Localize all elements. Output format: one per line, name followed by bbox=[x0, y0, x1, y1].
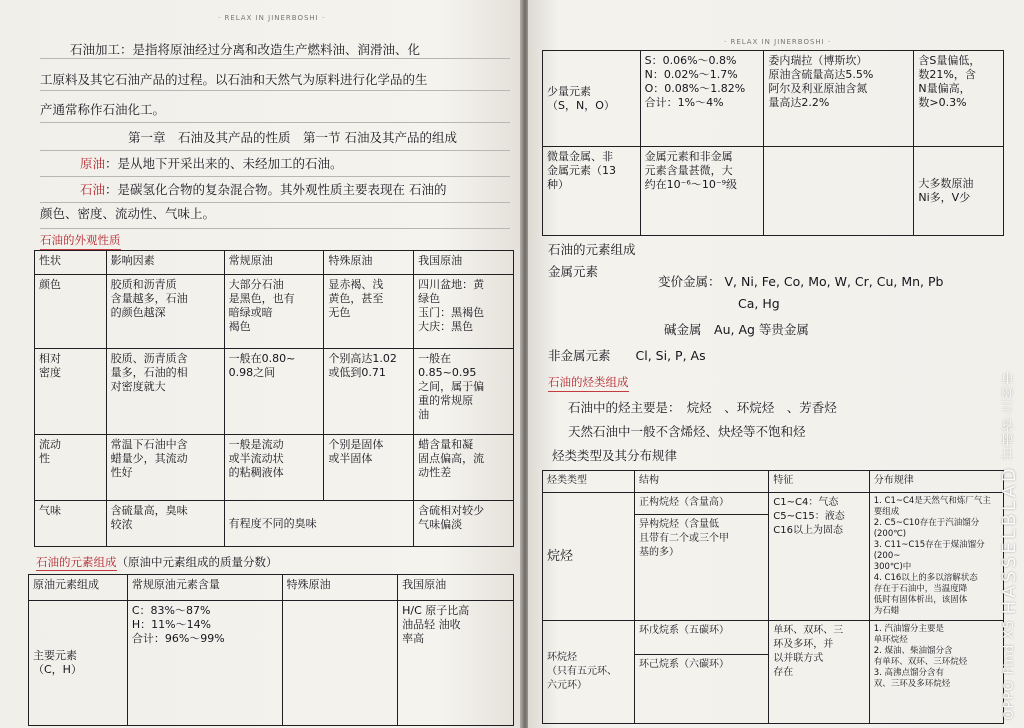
table-cell: 异构烷烃（含量低 且带有二个或三个甲 基的多） bbox=[634, 515, 768, 621]
table-cell: 少量元素 （S，N，O） bbox=[543, 51, 641, 147]
table-header-cell: 性状 bbox=[35, 251, 107, 275]
hydrocarbon-table bbox=[542, 470, 1004, 724]
table-cell: 颜色 bbox=[35, 275, 107, 349]
table-header-cell: 特征 bbox=[769, 471, 869, 493]
table-header-cell: 常规原油元素含量 bbox=[127, 575, 282, 601]
table-cell: 大部分石油 是黑色，也有 暗绿或暗 褐色 bbox=[224, 275, 324, 349]
table-header-row bbox=[543, 471, 1004, 493]
table-cell: 相对 密度 bbox=[35, 349, 107, 435]
ruled-line bbox=[40, 202, 510, 203]
page-header: · RELAX IN JINERBOSHI · bbox=[724, 38, 832, 46]
table-cell: 环戊烷系（五碳环） bbox=[634, 621, 768, 655]
table-cell: 四川盆地：黄 绿色 玉门：黑褐色 大庆：黑色 bbox=[414, 275, 514, 349]
table-cell: 有程度不同的臭味 bbox=[224, 501, 414, 547]
table-header-row bbox=[35, 251, 514, 275]
ruled-line bbox=[40, 228, 510, 229]
table-header-cell: 原油元素组成 bbox=[29, 575, 128, 601]
physical-properties-table bbox=[34, 250, 514, 547]
table-row bbox=[543, 621, 1004, 655]
table-cell: 含硫量高，臭味 较浓 bbox=[106, 501, 224, 547]
page-header: · RELAX IN JINERBOSHI · bbox=[218, 14, 326, 22]
table-cell: 胶质、沥青质含 量多，石油的相 对密度就大 bbox=[106, 349, 224, 435]
intro-line-2: 工原料及其它石油产品的过程。以石油和天然气为原料进行化学品的生 bbox=[40, 72, 428, 87]
elements-title: 石油的元素组成 bbox=[548, 242, 636, 257]
ruled-line bbox=[40, 90, 510, 91]
table-cell: C：83%～87% H：11%～14% 合计：96%～99% bbox=[127, 601, 282, 726]
section-heading-hydrocarbon: 石油的烃类组成 bbox=[548, 374, 629, 392]
table-cell: 显赤褐、浅 黄色，甚至 无色 bbox=[324, 275, 414, 349]
hydrocarbon-table-title: 烃类类型及其分布规律 bbox=[552, 448, 678, 463]
table-cell: 胶质和沥青质 含量越多，石油 的颜色越深 bbox=[106, 275, 224, 349]
table-cell bbox=[282, 601, 398, 726]
table-row bbox=[35, 349, 514, 435]
table-cell: 环己烷系（六碳环） bbox=[634, 655, 768, 724]
table-cell: 大多数原油 Ni多，V少 bbox=[914, 147, 1004, 236]
table-header-cell: 我国原油 bbox=[398, 575, 514, 601]
table-header-cell: 特殊原油 bbox=[282, 575, 398, 601]
section-heading-physical: 石油的外观性质 bbox=[40, 232, 121, 250]
table-cell: 个别是固体 或半固体 bbox=[324, 435, 414, 501]
table-row bbox=[543, 493, 1004, 515]
noble-metals-line: 碱金属 Au, Ag 等贵金属 bbox=[664, 322, 809, 337]
right-notebook-page bbox=[528, 0, 1024, 728]
camera-watermark bbox=[999, 371, 1020, 720]
table-cell: 1. C1~C4是天然气和炼厂气主要组成 2. C5~C10存在于汽油馏分(200℃) 3. C11~C15存在于煤油馏分(200~ 300℃)中 4. C16以上的多以溶解状态 存在于石油中，当温度降 低时有固体析出，该固体 为石蜡 bbox=[869, 493, 1003, 621]
petroleum-term: 石油 bbox=[80, 182, 106, 197]
camera-model: OPPO Find X5 bbox=[1002, 619, 1017, 720]
table-header-cell: 特殊原油 bbox=[324, 251, 414, 275]
table-cell: 一般是流动 或半流动状 的粘稠液体 bbox=[224, 435, 324, 501]
ruled-line bbox=[40, 150, 510, 151]
table-cell: 金属元素和非金属 元素含量甚微，大 约在10⁻⁶～10⁻⁹级 bbox=[640, 147, 764, 236]
table-cell: 一般在0.85~0.95 之间，属于偏 重的常规原 油 bbox=[414, 349, 514, 435]
table-header-cell: 结构 bbox=[634, 471, 768, 493]
table-cell: 气味 bbox=[35, 501, 107, 547]
elements-table bbox=[28, 574, 514, 726]
crude-oil-term: 原油 bbox=[80, 156, 106, 171]
petroleum-definition: 石油：是碳氢化合物的复杂混合物。其外观性质主要表现在 石油的 bbox=[80, 182, 447, 197]
metal-elements-label: 金属元素 bbox=[548, 264, 599, 279]
table-cell: 主要元素 （C，H） bbox=[29, 601, 128, 726]
table-header-cell: 影响因素 bbox=[106, 251, 224, 275]
elements-note: （原油中元素组成的质量分数） bbox=[116, 555, 278, 569]
table-cell: S：0.06%～0.8% N：0.02%～1.7% O：0.08%～1.82% 合计：1%～4% bbox=[640, 51, 764, 147]
crude-oil-definition: 原油：是从地下开采出来的、未经加工的石油。 bbox=[80, 156, 343, 171]
hydrocarbon-line-1: 石油中的烃主要是： 烷烃 、环烷烃 、芳香烃 bbox=[568, 400, 837, 415]
section-heading-elements: 石油的元素组成 bbox=[36, 555, 117, 569]
table-cell: 正构烷烃（含量高） bbox=[634, 493, 768, 515]
chapter-heading: 第一章 石油及其产品的性质 第一节 石油及其产品的组成 bbox=[128, 130, 457, 145]
table-header-cell: 分布规律 bbox=[869, 471, 1003, 493]
table-cell: 常温下石油中含 蜡量少，其流动 性好 bbox=[106, 435, 224, 501]
nonmetal-line: 非金属元素 Cl, Si, P, As bbox=[548, 348, 706, 363]
table-row bbox=[543, 51, 1004, 147]
table-cell: 委内瑞拉（博斯坎） 原油含硫量高达5.5% 阿尔及利亚原油含氮 量高达2.2% bbox=[764, 51, 914, 147]
table-row bbox=[35, 275, 514, 349]
elements-section-line bbox=[36, 554, 278, 570]
table-cell: 流动 性 bbox=[35, 435, 107, 501]
camera-brand: HASSELBLAD bbox=[999, 465, 1020, 615]
table-cell: 个别高达1.02 或低到0.71 bbox=[324, 349, 414, 435]
table-header-cell: 我国原油 bbox=[414, 251, 514, 275]
table-header-row bbox=[29, 575, 514, 601]
transition-metals-line-2: Ca, Hg bbox=[738, 296, 780, 311]
table-cell: 含硫相对较少 气味偏淡 bbox=[414, 501, 514, 547]
table-cell: 烷烃 bbox=[543, 493, 635, 621]
table-cell: H/C 原子比高 油品轻 油收 率高 bbox=[398, 601, 514, 726]
intro-line-1: 石油加工：是指将原油经过分离和改造生产燃料油、润滑油、化 bbox=[70, 42, 421, 57]
table-cell: 蜡含量和凝 固点偏高，流 动性差 bbox=[414, 435, 514, 501]
table-cell: C1~C4：气态 C5~C15：液态 C16以上为固态 bbox=[769, 493, 869, 621]
table-header-cell: 常规原油 bbox=[224, 251, 324, 275]
table-header-cell: 烃类类型 bbox=[543, 471, 635, 493]
table-cell: 1. 汽油馏分主要是 单环烷烃 2. 煤油、柴油馏分含 有单环、双环、三环烷烃 3. 高沸点馏分含有 双、三环及多环烷烃 bbox=[869, 621, 1003, 724]
table-cell: 含S量偏低， 数21%，含 N量偏高， 数>0.3% bbox=[914, 51, 1004, 147]
ruled-line bbox=[40, 176, 510, 177]
ruled-line bbox=[40, 58, 510, 59]
table-cell bbox=[764, 147, 914, 236]
photo-location: 甘肃省·兰州市 bbox=[1002, 371, 1017, 461]
intro-line-3: 产通常称作石油化工。 bbox=[40, 102, 166, 117]
table-cell: 单环、双环、三 环及多环，并 以并联方式 存在 bbox=[769, 621, 869, 724]
petroleum-definition-cont: 颜色、密度、流动性、气味上。 bbox=[40, 206, 216, 221]
table-row bbox=[543, 147, 1004, 236]
table-row bbox=[35, 501, 514, 547]
hydrocarbon-line-2: 天然石油中一般不含烯烃、炔烃等不饱和烃 bbox=[568, 424, 806, 439]
trace-elements-table bbox=[542, 50, 1004, 236]
ruled-line bbox=[40, 122, 510, 123]
table-cell: 环烷烃 （只有五元环、 六元环） bbox=[543, 621, 635, 724]
table-cell: 一般在0.80~ 0.98之间 bbox=[224, 349, 324, 435]
transition-metals-line: 变价金属： V, Ni, Fe, Co, Mo, W, Cr, Cu, Mn, Pb bbox=[658, 274, 944, 289]
table-cell: 微量金属、非 金属元素（13 种） bbox=[543, 147, 641, 236]
table-row bbox=[29, 601, 514, 726]
table-row bbox=[35, 435, 514, 501]
